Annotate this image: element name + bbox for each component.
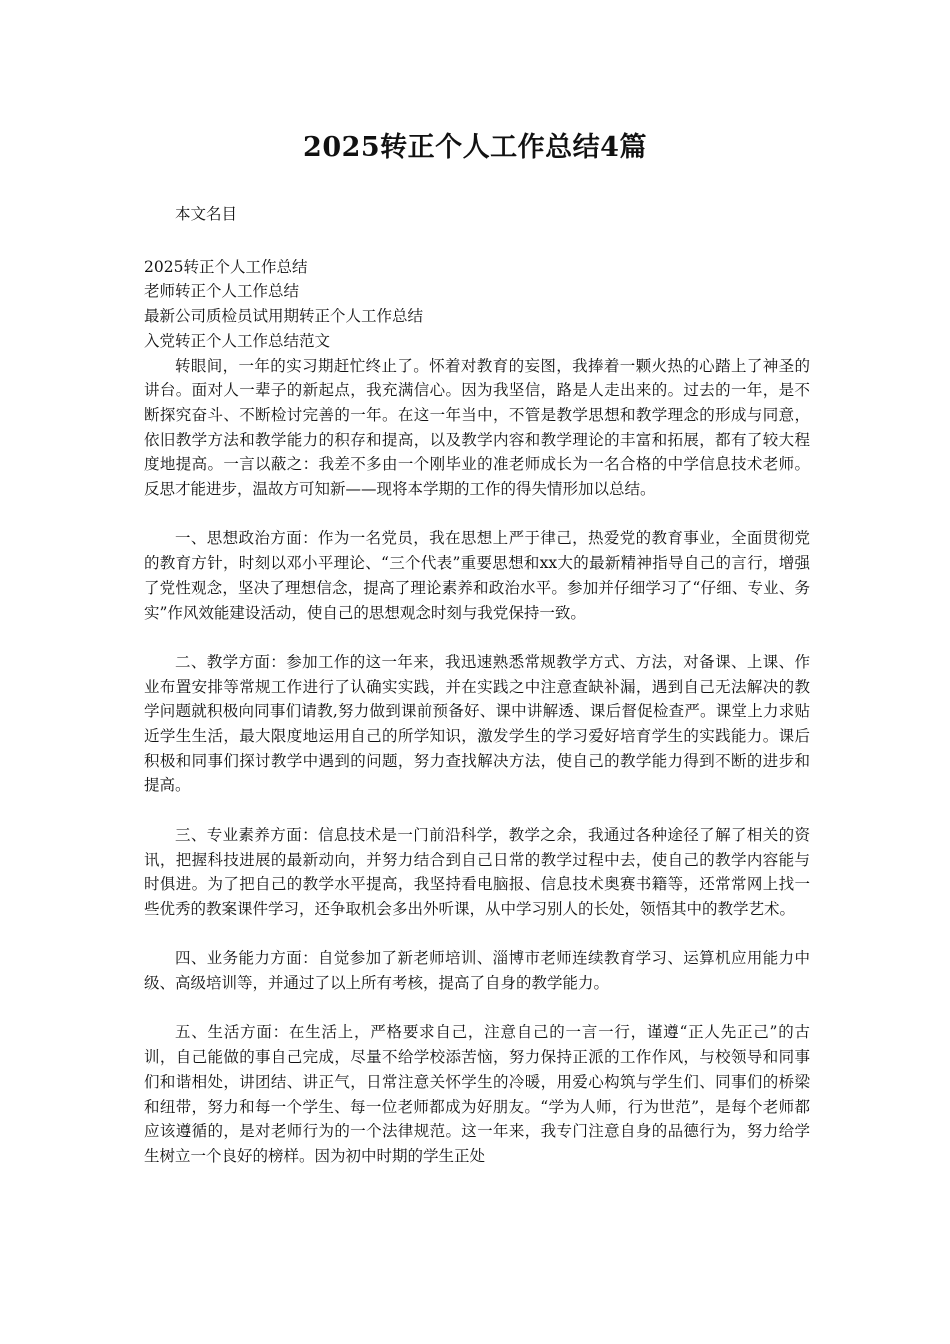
body-paragraph: 五、生活方面：在生活上，严格要求自己，注意自己的一言一行，谨遵“正人先正己”的古训，自己能做的事自己完成，尽量不给学校添苦恼，努力保持正派的工作作风，与校领导和同事们和谐相处，讲团结、讲正气，日常注意关怀学生的冷暖，用爱心构筑与学生们、同事们的桥梁和纽带，努力和每一个学生、每一位老师都成为好朋友。“学为人师，行为世范”，是每个老师都应该遵循的，是对老师行为的一个法律规范。这一年来，我专门注意自身的品德行为，努力给学生树立一个良好的榜样。因为初中时期的学生正处 <box>144 1023 810 1165</box>
table-of-contents <box>144 255 810 354</box>
body-paragraph: 四、业务能力方面：自觉参加了新老师培训、淄博市老师连续教育学习、运算机应用能力中级、高级培训等，并通过了以上所有考核，提高了自身的教学能力。 <box>144 949 810 993</box>
toc-item[interactable]: 入党转正个人工作总结范文 <box>144 331 331 350</box>
toc-item[interactable]: 老师转正个人工作总结 <box>144 282 300 301</box>
body-paragraph: 二、教学方面：参加工作的这一年来，我迅速熟悉常规教学方式、方法，对备课、上课、作业布置安排等常规工作进行了认确实实践，并在实践之中注意查缺补漏，遇到自己无法解决的教学问题就积极向同事们请教,努力做到课前预备好、课中讲解透、课后督促检查严。课堂上力求贴近学生生活，最大限度地运用自己的所学知识，激发学生的学习爱好培育学生的实践能力。课后积极和同事们探讨教学中遇到的问题，努力查找解决方法，使自己的教学能力得到不断的进步和提高。 <box>144 652 810 795</box>
document-body <box>144 202 810 1169</box>
document-title: 2025转正个人工作总结4篇 <box>303 132 647 163</box>
body-paragraph: 一、思想政治方面：作为一名党员，我在思想上严于律己，热爱党的教育事业，全面贯彻党的教育方针，时刻以邓小平理论、“三个代表”重要思想和xx大的最新精神指导自己的言行，增强了党性观念，坚决了理想信念，提高了理论素养和政治水平。参加并仔细学习了“仔细、专业、务实”作风效能建设活动，使自己的思想观念时刻与我党保持一致。 <box>144 529 810 622</box>
toc-heading: 本文名目 <box>175 205 238 223</box>
toc-item[interactable]: 2025转正个人工作总结 <box>144 257 308 276</box>
body-paragraph: 三、专业素养方面：信息技术是一门前沿科学，教学之余，我通过各种途径了解了相关的资讯，把握科技进展的最新动向，并努力结合到自己日常的教学过程中去，使自己的教学内容能与时俱进。为了把自己的教学水平提高，我坚持看电脑报、信息技术奥赛书籍等，还常常网上找一些优秀的教案课件学习，还争取机会多出外听课，从中学习别人的长处，领悟其中的教学艺术。 <box>144 825 810 918</box>
body-paragraph: 转眼间，一年的实习期赶忙终止了。怀着对教育的妄图，我捧着一颗火热的心踏上了神圣的讲台。面对人一辈子的新起点，我充满信心。因为我坚信，路是人走出来的。过去的一年，是不断探究奋斗、不断检讨完善的一年。在这一年当中，不管是教学思想和教学理念的形成与同意，依旧教学方法和教学能力的积存和提高，以及教学内容和教学理论的丰富和拓展，都有了较大程度地提高。一言以蔽之：我差不多由一个刚毕业的准老师成长为一名合格的中学信息技术老师。反思才能进步，温故方可知新——现将本学期的工作的得失情形加以总结。 <box>144 356 810 499</box>
toc-item[interactable]: 最新公司质检员试用期转正个人工作总结 <box>144 307 424 326</box>
